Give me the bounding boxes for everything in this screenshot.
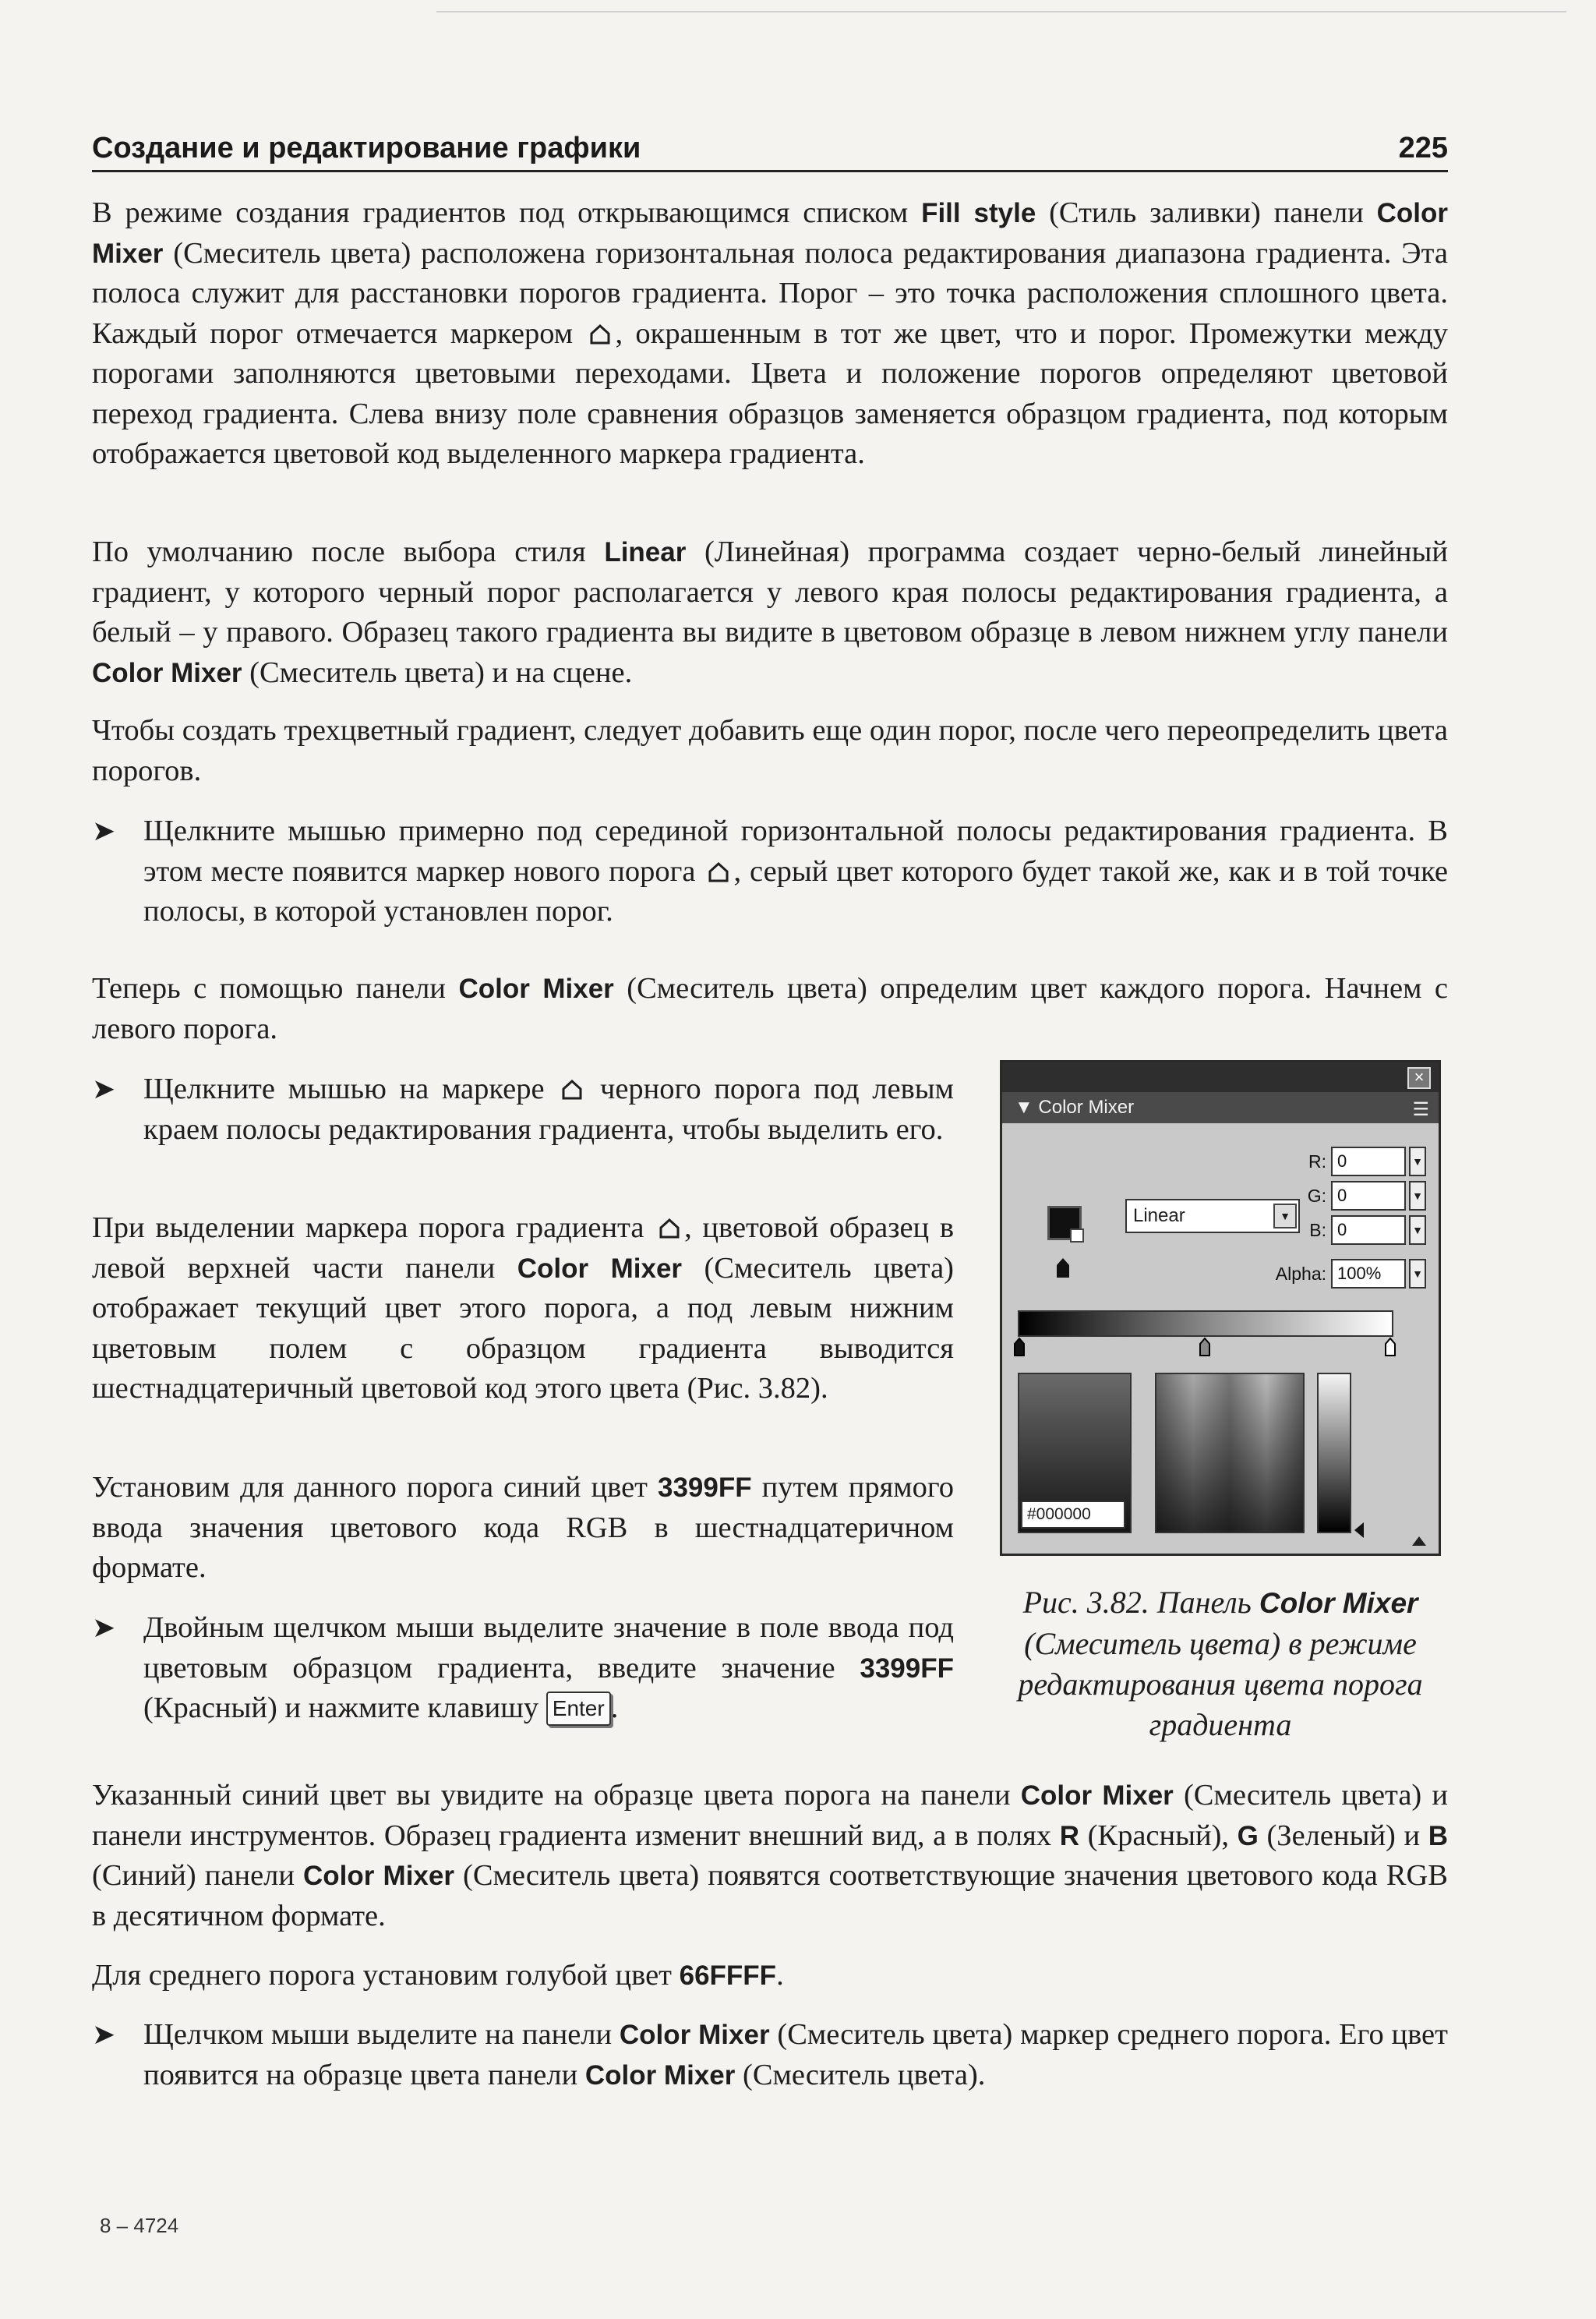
options-menu-icon[interactable]: ☰ <box>1412 1099 1429 1120</box>
text-run: В режиме создания градиентов под открывающимся списком <box>92 196 922 229</box>
caption-rest: (Смеситель цвета) в режиме редактирования цвета порога градиента <box>1018 1626 1423 1742</box>
gradient-marker-white[interactable] <box>1384 1337 1396 1357</box>
text-run: Указанный синий цвет вы увидите на образце цвета порога на панели <box>92 1779 1021 1812</box>
bullet-add-threshold <box>143 811 1448 932</box>
text-run: (Смеситель цвета) расположена горизонтальная полоса редактирования диапазона градиента. Эта полоса служит для расстановки порогов градиента. Порог – это точка расположения сплошного цвета. Каждый порог отмечается маркером <box>92 236 1448 350</box>
text-run: Щелчком мыши выделите на панели <box>143 2018 620 2051</box>
b-label: B: <box>1309 1220 1326 1240</box>
caption-bold: Color Mixer <box>1259 1587 1418 1619</box>
text-run: , окрашенным в тот же цвет, что и порог. Промежутки между порогами заполняются цветовыми переходами. Цвета и положение порогов определяют цветовой переход градиента. Слева внизу поле сравнения образцов заменяется образцом градиента, под которым отображается цветовой код выделенного маркера градиента. <box>92 316 1448 470</box>
text-run: (Смеситель цвета) отображает текущий цвет этого порога, а под левым нижним цветовым полем с образцом градиента выводится шестнадцатеричный цветовой код этого цвета (Рис. 3.82). <box>92 1251 954 1405</box>
text-run: (Смеситель цвета) определим цвет каждого порога. Начнем с левого порога. <box>92 972 1448 1045</box>
close-icon[interactable]: × <box>1407 1067 1431 1089</box>
paragraph-marker-selection <box>92 1208 954 1409</box>
bold-term: 66FFFF <box>679 1960 777 1991</box>
bullet-arrow: ➤ <box>92 1073 116 1105</box>
bullet-arrow: ➤ <box>92 815 116 847</box>
bold-term: Color Mixer <box>92 657 242 688</box>
bullet-enter-hex <box>143 1608 954 1729</box>
text-run: , цветовой образец в левой верхней части панели <box>92 1211 954 1285</box>
alpha-dropdown[interactable]: ▼ <box>1409 1259 1426 1289</box>
gradient-marker-gray[interactable] <box>1199 1337 1211 1357</box>
bold-term: R <box>1059 1820 1079 1851</box>
bullet-arrow: ➤ <box>92 1612 116 1644</box>
text-run: . <box>776 1959 784 1992</box>
r-input[interactable]: 0 <box>1331 1147 1406 1176</box>
signature-mark: 8 – 4724 <box>100 2214 179 2237</box>
text-run: , серый цвет которого будет такой же, как и в той точке полосы, в которой установлен порог. <box>143 854 1448 928</box>
text-run: Щелкните мышью примерно под серединой горизонтальной полосы редактирования градиента. В этом месте появится маркер нового порога <box>143 815 1448 888</box>
bullet-select-black-marker <box>143 1069 954 1150</box>
color-mixer-panel <box>1000 1060 1441 1556</box>
bold-term: 3399FF <box>658 1472 752 1503</box>
bold-term: Color Mixer <box>1020 1780 1174 1811</box>
bold-term: Color Mixer <box>458 974 614 1004</box>
text-run: (Смеситель цвета) и панели инструментов. Образец градиента изменит внешний вид, а в полях <box>92 1779 1448 1852</box>
b-dropdown[interactable]: ▼ <box>1409 1215 1426 1245</box>
text-run: При выделении маркера порога градиента <box>92 1211 655 1244</box>
scan-edge-line <box>436 11 1566 12</box>
gradient-marker-black[interactable] <box>1013 1337 1026 1357</box>
paragraph-three-color <box>92 711 1448 791</box>
keyboard-key: Enter <box>546 1692 611 1726</box>
text-run: (Смеситель цвета) и на сцене. <box>242 656 633 689</box>
bold-term: Fill style <box>921 198 1036 228</box>
chevron-down-icon[interactable]: ▼ <box>1273 1204 1297 1228</box>
alpha-label: Alpha: <box>1275 1264 1326 1284</box>
text-run: По умолчанию после выбора стиля <box>92 536 605 568</box>
caption-prefix: Рис. 3.82. Панель <box>1022 1585 1259 1620</box>
text-run: Теперь с помощью панели <box>92 972 459 1005</box>
expand-triangle-icon[interactable] <box>1412 1536 1426 1546</box>
text-run: Для среднего порога установим голубой цвет <box>92 1959 680 1992</box>
text-run: (Зеленый) и <box>1258 1819 1428 1852</box>
hex-input[interactable]: #000000 <box>1021 1501 1125 1529</box>
text-run: (Смеситель цвета) маркер среднего порога. Его цвет появится на образце цвета панели <box>143 2018 1448 2091</box>
text-run: Двойным щелчком мыши выделите значение в поле ввода под цветовым образцом градиента, введите значение <box>143 1611 954 1684</box>
brightness-pointer-icon[interactable] <box>1354 1522 1364 1538</box>
fill-style-value: Linear <box>1133 1205 1185 1226</box>
bullet-select-middle-marker <box>143 2015 1448 2095</box>
figure-caption <box>1000 1582 1441 1745</box>
paragraph-set-blue <box>92 1468 954 1589</box>
fill-style-select[interactable] <box>1125 1199 1300 1233</box>
paragraph-color-mixer-intro <box>92 969 1448 1049</box>
r-label: R: <box>1308 1151 1326 1172</box>
text-run: . <box>610 1692 619 1724</box>
text-run: (Синий) панели <box>92 1859 304 1892</box>
fill-color-swatch[interactable] <box>1047 1206 1082 1240</box>
bold-term: Color Mixer <box>517 1253 683 1284</box>
bold-term: 3399FF <box>860 1653 954 1684</box>
g-label: G: <box>1307 1186 1326 1206</box>
paint-bucket-icon[interactable] <box>1054 1256 1072 1279</box>
text-run: (Смеситель цвета). <box>735 2058 986 2091</box>
paragraph-middle-threshold <box>92 1956 1448 1996</box>
text-run: Установим для данного порога синий цвет <box>92 1471 658 1504</box>
text-run: (Линейная) программа создает черно-белый линейный градиент, у которого черный порог располагается у левого края полосы редактирования градиента, а белый – у правого. Образец такого градиента вы видите в цветовом образце в левом нижнем углу панели <box>92 536 1448 649</box>
gradient-edit-bar[interactable] <box>1018 1310 1393 1337</box>
panel-titlebar <box>1002 1062 1439 1092</box>
b-input[interactable]: 0 <box>1331 1215 1406 1245</box>
text-run: (Красный), <box>1079 1819 1238 1852</box>
text-run: путем прямого ввода значения цветового кода RGB в шестнадцатеричном формате. <box>92 1471 954 1584</box>
brightness-slider[interactable] <box>1317 1373 1351 1533</box>
gradient-marker-icon <box>707 861 730 884</box>
gradient-marker-icon <box>560 1078 584 1101</box>
running-header <box>92 126 1448 172</box>
panel-title[interactable]: ▼ Color Mixer <box>1002 1092 1439 1123</box>
paragraph-blue-result <box>92 1776 1448 1936</box>
color-spectrum-field[interactable] <box>1155 1373 1305 1533</box>
text-run: Щелкните мышью на маркере <box>143 1073 558 1105</box>
bold-term: Color Mixer <box>619 2020 770 2050</box>
g-input[interactable]: 0 <box>1331 1181 1406 1211</box>
bold-term: Color Mixer <box>303 1861 454 1891</box>
text-run: (Красный) и нажмите клавишу <box>143 1692 546 1724</box>
paragraph-default-linear <box>92 532 1448 693</box>
text-run: (Смеситель цвета) появятся соответствующие значения цветового кода RGB в десятичном формате. <box>92 1859 1448 1932</box>
g-dropdown[interactable]: ▼ <box>1409 1181 1426 1211</box>
alpha-input[interactable]: 100% <box>1331 1259 1406 1289</box>
r-dropdown[interactable]: ▼ <box>1409 1147 1426 1176</box>
bold-term: G <box>1237 1820 1259 1851</box>
header-title: Создание и редактирование графики <box>92 132 641 164</box>
bold-term: B <box>1428 1820 1448 1851</box>
paragraph-gradient-bar <box>92 193 1448 475</box>
text-run: Чтобы создать трехцветный градиент, следует добавить еще один порог, после чего переопределить цвета порогов. <box>92 714 1448 787</box>
bold-term: Color Mixer <box>92 198 1448 269</box>
gradient-marker-icon <box>658 1217 681 1240</box>
page-number: 225 <box>1398 132 1448 164</box>
bullet-arrow: ➤ <box>92 2019 116 2051</box>
bold-term: Color Mixer <box>584 2059 736 2091</box>
text-run: (Стиль заливки) панели <box>1036 196 1377 229</box>
bold-term: Linear <box>604 537 687 567</box>
text-run: черного порога под левым краем полосы редактирования градиента, чтобы выделить его. <box>143 1073 954 1146</box>
gradient-marker-icon <box>588 323 612 346</box>
